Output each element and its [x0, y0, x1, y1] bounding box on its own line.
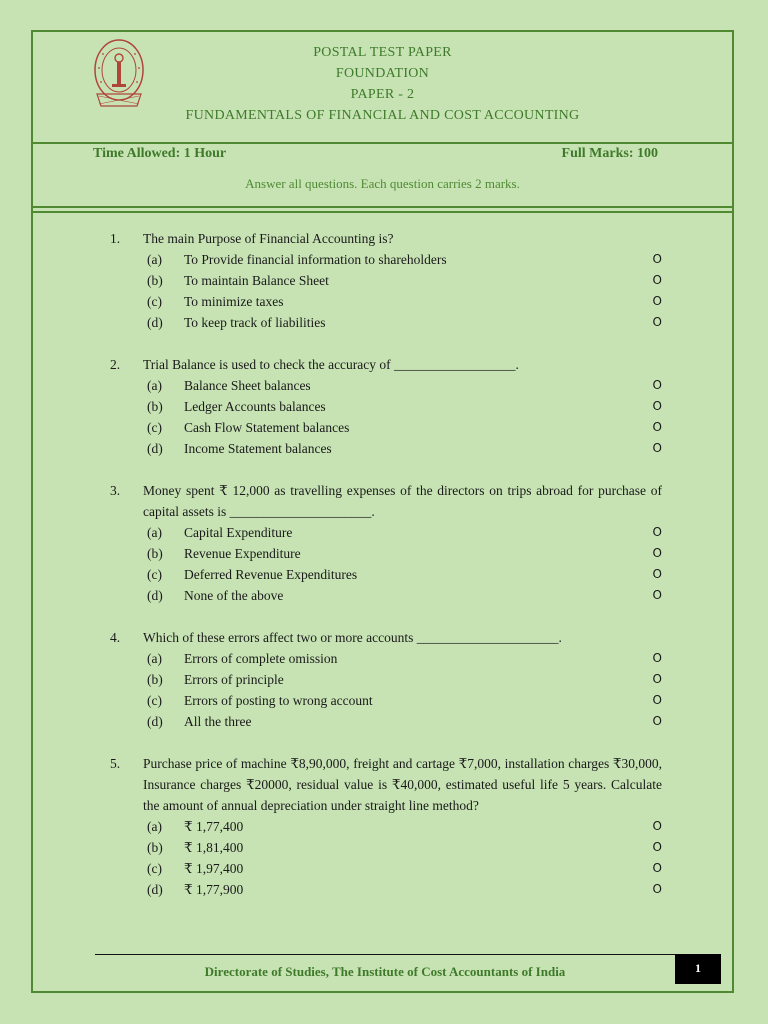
- option-c[interactable]: [110, 858, 662, 879]
- instruction: Answer all questions. Each question carries 2 marks.: [245, 176, 520, 191]
- answer-circle-icon[interactable]: O: [652, 399, 662, 413]
- footer-divider: [95, 954, 675, 955]
- option-text: Ledger Accounts balances: [184, 399, 326, 414]
- option-key: (b): [147, 273, 163, 288]
- option-text: Capital Expenditure: [184, 525, 293, 540]
- option-b[interactable]: [110, 669, 662, 690]
- question-4: [110, 627, 662, 732]
- option-key: (a): [147, 819, 162, 834]
- option-b[interactable]: [110, 837, 662, 858]
- header: [33, 32, 732, 144]
- answer-circle-icon[interactable]: O: [652, 420, 662, 434]
- option-a[interactable]: [110, 375, 662, 396]
- option-key: (d): [147, 882, 163, 897]
- question-number: 2.: [110, 357, 121, 372]
- question-number: 5.: [110, 756, 121, 771]
- answer-circle-icon[interactable]: O: [652, 588, 662, 602]
- title-line-3: PAPER - 2: [350, 87, 415, 102]
- answer-circle-icon[interactable]: O: [652, 840, 662, 854]
- option-text: Income Statement balances: [184, 441, 332, 456]
- answer-circle-icon[interactable]: O: [652, 441, 662, 455]
- option-text: Cash Flow Statement balances: [184, 420, 350, 435]
- option-text: To Provide financial information to shareholders: [184, 252, 447, 267]
- option-text: ₹ 1,77,900: [184, 882, 244, 897]
- option-key: (c): [147, 420, 162, 435]
- question-text: The main Purpose of Financial Accounting is?: [143, 231, 394, 246]
- question-5: [110, 753, 662, 900]
- option-key: (d): [147, 714, 163, 729]
- option-c[interactable]: [110, 417, 662, 438]
- answer-circle-icon[interactable]: O: [652, 378, 662, 392]
- full-marks: Full Marks: 100: [561, 146, 658, 161]
- answer-circle-icon[interactable]: O: [652, 693, 662, 707]
- option-key: (d): [147, 441, 163, 456]
- question-number: 1.: [110, 231, 121, 246]
- option-key: (c): [147, 693, 162, 708]
- option-d[interactable]: [110, 312, 662, 333]
- title-line-2: FOUNDATION: [335, 66, 430, 81]
- option-key: (b): [147, 840, 163, 855]
- question-text: Trial Balance is used to check the accuracy of __________________.: [143, 357, 519, 372]
- option-text: To minimize taxes: [184, 294, 284, 309]
- answer-circle-icon[interactable]: O: [652, 546, 662, 560]
- option-a[interactable]: [110, 816, 662, 837]
- option-text: Revenue Expenditure: [184, 546, 301, 561]
- answer-circle-icon[interactable]: O: [652, 525, 662, 539]
- title-line-1: POSTAL TEST PAPER: [313, 45, 452, 60]
- answer-circle-icon[interactable]: O: [652, 252, 662, 266]
- answer-circle-icon[interactable]: O: [652, 273, 662, 287]
- answer-circle-icon[interactable]: O: [652, 714, 662, 728]
- option-key: (a): [147, 651, 162, 666]
- time-allowed: Time Allowed: 1 Hour: [93, 146, 227, 161]
- option-d[interactable]: [110, 711, 662, 732]
- option-key: (a): [147, 378, 162, 393]
- question-number: 4.: [110, 630, 121, 645]
- option-b[interactable]: [110, 270, 662, 291]
- answer-circle-icon[interactable]: O: [652, 819, 662, 833]
- option-text: None of the above: [184, 588, 284, 603]
- option-key: (b): [147, 546, 163, 561]
- option-d[interactable]: [110, 585, 662, 606]
- footer-text: Directorate of Studies, The Institute of Cost Accountants of India: [204, 964, 566, 979]
- option-text: Errors of complete omission: [184, 651, 338, 666]
- answer-circle-icon[interactable]: O: [652, 861, 662, 875]
- page-number: 1: [675, 954, 721, 984]
- option-key: (d): [147, 315, 163, 330]
- option-c[interactable]: [110, 564, 662, 585]
- option-key: (b): [147, 672, 163, 687]
- question-list: [110, 228, 662, 921]
- option-c[interactable]: [110, 690, 662, 711]
- answer-circle-icon[interactable]: O: [652, 567, 662, 581]
- answer-circle-icon[interactable]: O: [652, 672, 662, 686]
- question-3: [110, 480, 662, 606]
- option-key: (d): [147, 588, 163, 603]
- option-text: ₹ 1,97,400: [184, 861, 244, 876]
- title-line-4: FUNDAMENTALS OF FINANCIAL AND COST ACCOUNTING: [185, 108, 580, 123]
- option-text: Errors of principle: [184, 672, 284, 687]
- option-key: (a): [147, 525, 162, 540]
- info-divider: [33, 211, 732, 213]
- question-number: 3.: [110, 483, 121, 498]
- question-1: [110, 228, 662, 333]
- option-text: To keep track of liabilities: [184, 315, 326, 330]
- option-a[interactable]: [110, 648, 662, 669]
- question-2: [110, 354, 662, 459]
- option-key: (a): [147, 252, 162, 267]
- option-c[interactable]: [110, 291, 662, 312]
- option-text: Deferred Revenue Expenditures: [184, 567, 358, 582]
- option-b[interactable]: [110, 396, 662, 417]
- answer-circle-icon[interactable]: O: [652, 651, 662, 665]
- option-a[interactable]: [110, 249, 662, 270]
- option-a[interactable]: [110, 522, 662, 543]
- option-key: (c): [147, 567, 162, 582]
- option-b[interactable]: [110, 543, 662, 564]
- title-block: [33, 42, 732, 126]
- question-text: Money spent ₹ 12,000 as travelling expenses of the directors on trips abroad for purchase of capital assets is _____________________.: [143, 483, 662, 519]
- option-text: Balance Sheet balances: [184, 378, 311, 393]
- option-text: To maintain Balance Sheet: [184, 273, 329, 288]
- question-text: Purchase price of machine ₹8,90,000, freight and cartage ₹7,000, installation charges ₹30,000, Insurance charges ₹20000, residual value is ₹40,000, estimated useful life 5 years. Calculate the amount of annual depreciation under straight line method?: [143, 756, 662, 813]
- answer-circle-icon[interactable]: O: [652, 315, 662, 329]
- option-key: (b): [147, 399, 163, 414]
- option-text: ₹ 1,81,400: [184, 840, 244, 855]
- option-d[interactable]: [110, 879, 662, 900]
- option-text: ₹ 1,77,400: [184, 819, 244, 834]
- answer-circle-icon[interactable]: O: [652, 882, 662, 896]
- question-text: Which of these errors affect two or more accounts _____________________.: [143, 630, 562, 645]
- option-key: (c): [147, 861, 162, 876]
- option-text: All the three: [184, 714, 252, 729]
- answer-circle-icon[interactable]: O: [652, 294, 662, 308]
- option-key: (c): [147, 294, 162, 309]
- option-text: Errors of posting to wrong account: [184, 693, 373, 708]
- option-d[interactable]: [110, 438, 662, 459]
